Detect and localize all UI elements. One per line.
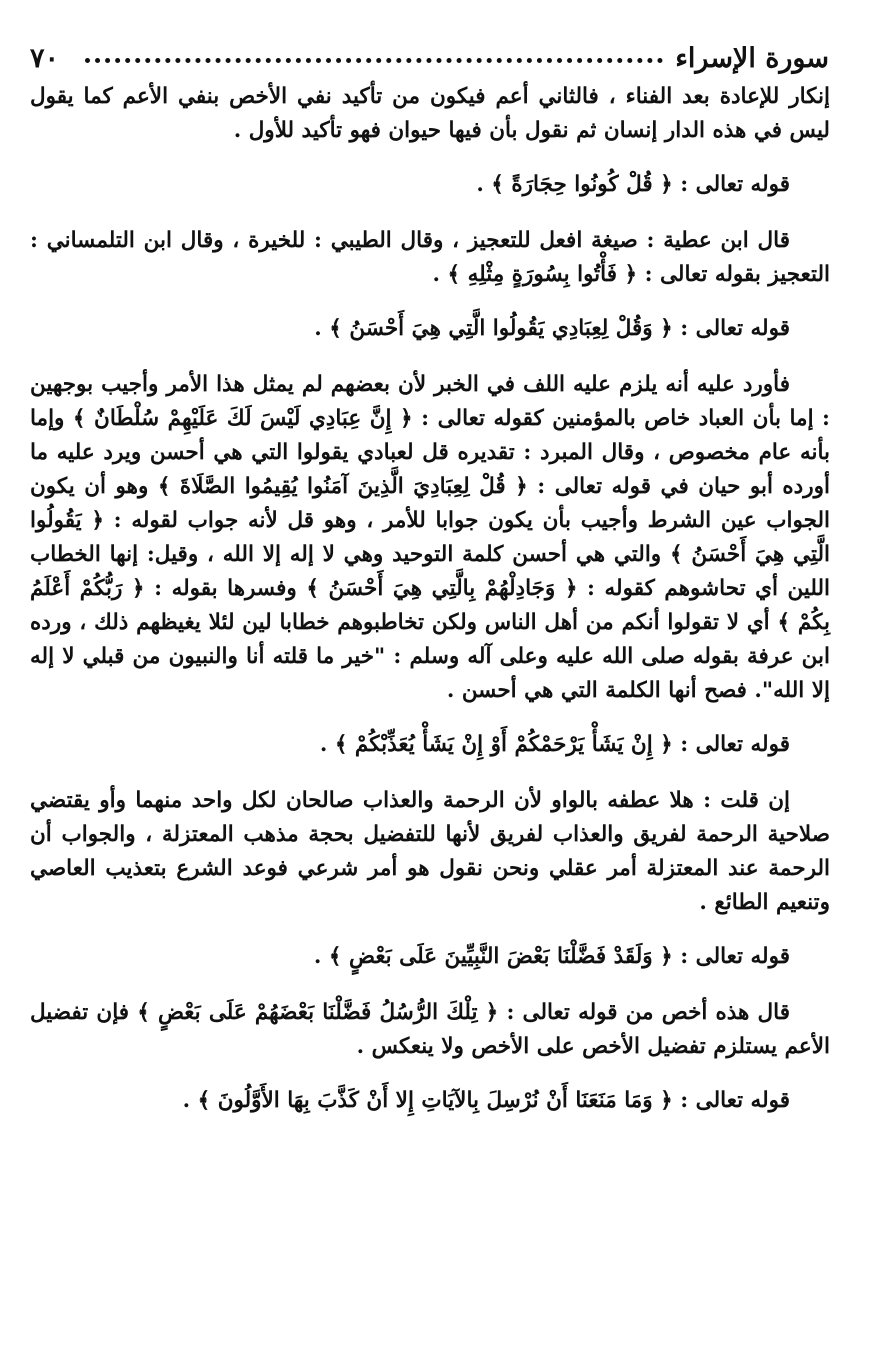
page-number: ٧٠ (30, 42, 60, 74)
page-body (30, 80, 830, 1140)
verse-heading: قوله تعالى : ﴿ وَمَا مَنَعَنَا أَنْ نُرْسِلَ بِالآيَاتِ إِلا أَنْ كَذَّبَ بِهَا الأَوَّلُونَ ﴾ . (182, 1088, 790, 1113)
verse-heading: قوله تعالى : ﴿ إِنْ يَشَأْ يَرْحَمْكُمْ أَوْ إِنْ يَشَأْ يُعَذِّبْكُمْ ﴾ . (319, 732, 790, 757)
verse-heading: قوله تعالى : ﴿ قُلْ كُونُوا حِجَارَةً ﴾ . (476, 172, 790, 197)
paragraph: إن قلت : هلا عطفه بالواو لأن الرحمة والعذاب صالحان لكل واحد منهما وأو يقتضي صلاحية الرحمة لفريق والعذاب لفريق لأنها للتفضيل بحجة مذهب المعتزلة ، والجواب أن الرحمة عند المعتزلة أمر عقلي ونحن نقول هو أمر شرعي فوعد الشرع بتعذيب العاصي وتنعيم الطائع . (30, 788, 830, 915)
paragraph: إنكار للإعادة بعد الفناء ، فالثاني أعم فيكون من تأكيد نفي الأخص بنفي الأعم كما يقول ليس في هذه الدار إنسان ثم نقول بأن فيها حيوان فهو تأكيد للأول . (30, 84, 831, 143)
header-dotted-rule (85, 54, 663, 63)
paragraph: فأورد عليه أنه يلزم عليه اللف في الخبر لأن بعضهم لم يمثل هذا الأمر وأجيب بوجهين : إما بأن العباد خاص بالمؤمنين كقوله تعالى : ﴿ إِنَّ عِبَادِي لَيْسَ لَكَ عَلَيْهِمْ سُلْطَانٌ ﴾ وإما بأنه عام مخصوص ، وقال المبرد : تقديره قل لعبادي يقولوا التي هي أحسن ويرد عليه ما أورده أبو حيان في قوله تعالى : ﴿ قُلْ لِعِبَادِيَ الَّذِينَ آمَنُوا يُقِيمُوا الصَّلَاةَ ﴾ وهو أن يكون الجواب عين الشرط وأجيب بأن يكون جوابا للأمر ، وهو قل لأنه جواب لقوله : ﴿ يَقُولُوا الَّتِي هِيَ أَحْسَنُ ﴾ والتي هي أحسن كلمة التوحيد وهي لا إله إلا الله ، وقيل: إنها الخطاب اللين أي تحاشوهم كقوله : ﴿ وَجَادِلْهُمْ بِالَّتِي هِيَ أَحْسَنُ ﴾ وفسرها بقوله : ﴿ رَبُّكُمْ أَعْلَمُ بِكُمْ ﴾ أي لا تقولوا أنكم من أهل الناس ولكن تخاطبوهم خطابا لين لئلا يغيظهم ذلك ، ورده ابن عرفة بقوله صلى الله عليه وعلى آله وسلم : "خير ما قلته أنا والنبيون من قبلي لا إله إلا الله". فصح أنها الكلمة التي هي أحسن . (30, 372, 830, 703)
verse-heading: قوله تعالى : ﴿ وَلَقَدْ فَضَّلْنَا بَعْضَ النَّبِيِّينَ عَلَى بَعْضٍ ﴾ . (313, 944, 790, 969)
verse-heading: قوله تعالى : ﴿ وَقُلْ لِعِبَادِي يَقُولُوا الَّتِي هِيَ أَحْسَنُ ﴾ . (314, 316, 790, 341)
paragraph: قال ابن عطية : صيغة افعل للتعجيز ، وقال الطيبي : للخيرة ، وقال ابن التلمساني : التعجيز بقوله تعالى : ﴿ فَأْتُوا بِسُورَةٍ مِثْلِهِ ﴾ . (30, 228, 830, 287)
surah-title: سورة الإسراء (675, 42, 829, 74)
page-header (30, 38, 829, 78)
paragraph: قال هذه أخص من قوله تعالى : ﴿ تِلْكَ الرُّسُلُ فَضَّلْنَا بَعْضَهُمْ عَلَى بَعْضٍ ﴾ فإن تفضيل الأعم يستلزم تفضيل الأخص على الأخص ولا ينعكس . (30, 1000, 830, 1059)
